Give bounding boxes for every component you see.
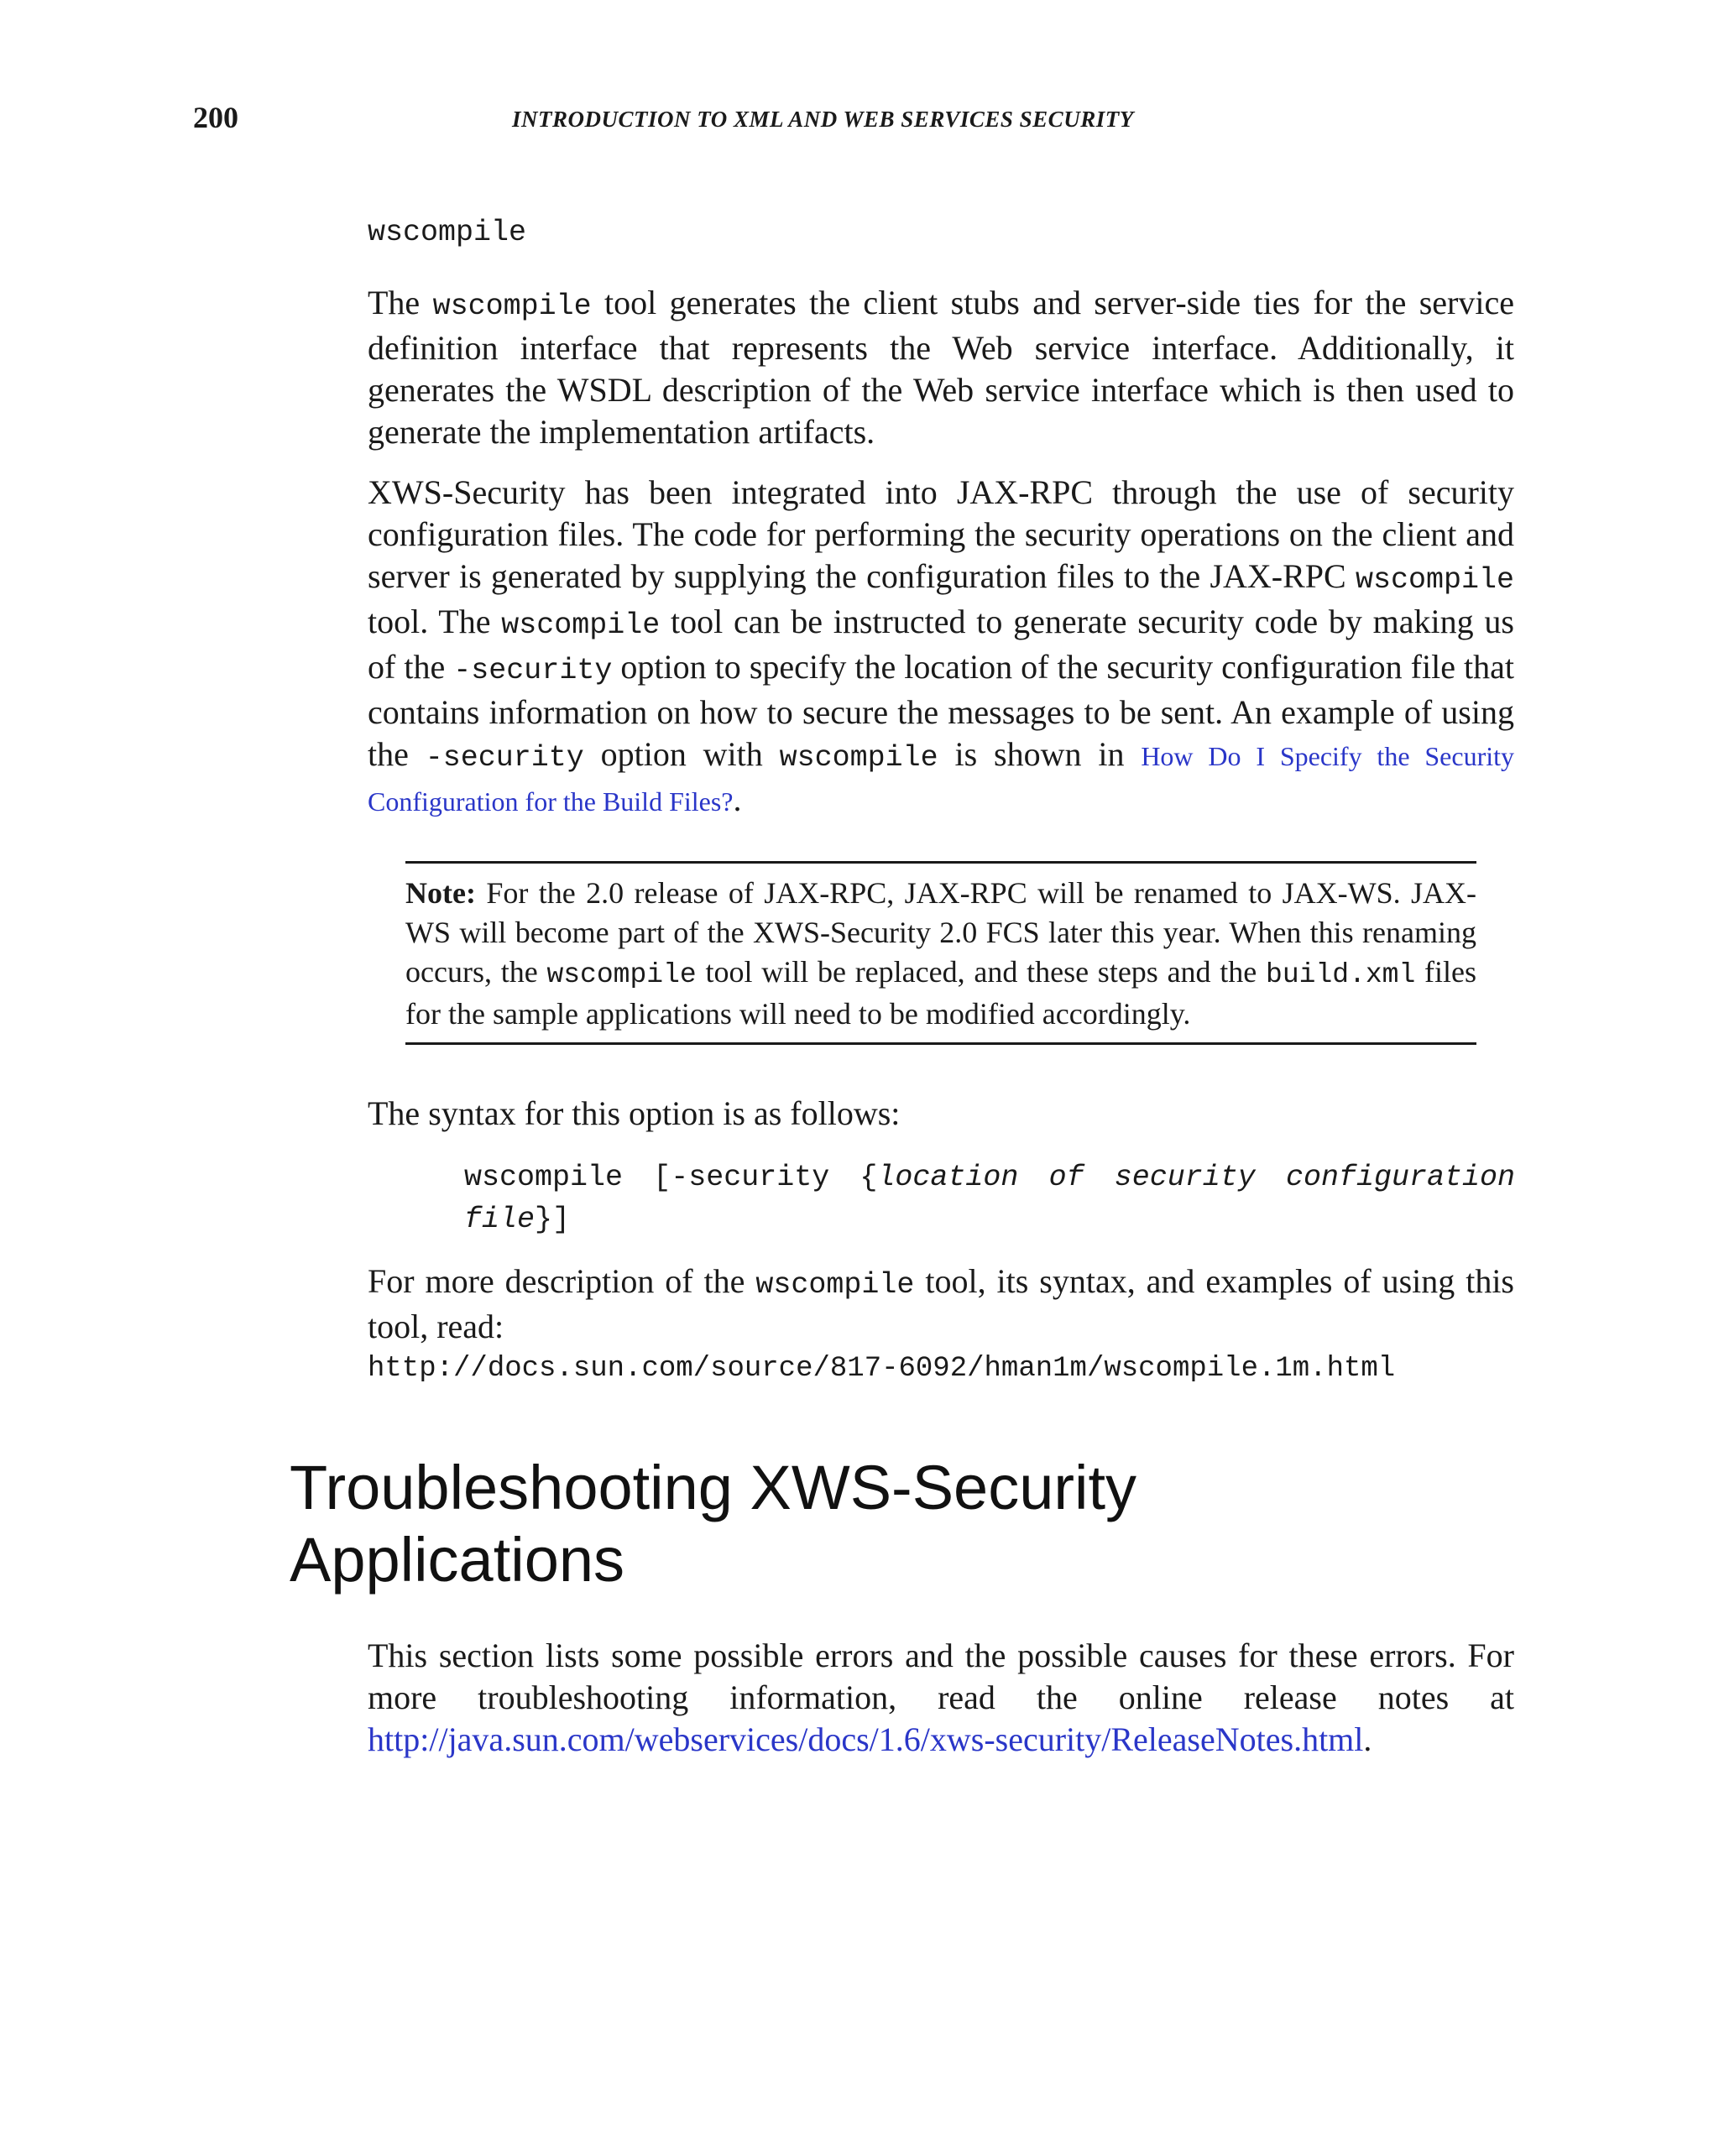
release-notes-link[interactable]: http://java.sun.com/webservices/docs/1.6/xws-security/ReleaseNotes.html — [368, 1720, 1364, 1758]
code-wscompile: wscompile — [432, 290, 592, 323]
text-run: tool. The — [368, 603, 502, 640]
text-run: For more description of the — [368, 1262, 756, 1300]
code-wscompile: wscompile — [755, 1268, 915, 1302]
running-title: INTRODUCTION TO XML AND WEB SERVICES SECURITY — [512, 107, 1134, 132]
heading-line: Applications — [290, 1525, 625, 1595]
text-run: is shown in — [938, 735, 1142, 773]
syntax-code-block — [464, 1156, 1515, 1240]
text-run: tool can be instructed to generate security code by making us of the — [368, 603, 1514, 686]
paragraph-xws-integration — [368, 472, 1514, 822]
code-placeholder: location of security configuration — [877, 1161, 1516, 1194]
code-build-xml: build.xml — [1266, 959, 1416, 990]
code-suffix: }] — [535, 1203, 571, 1236]
paragraph-more-description — [368, 1261, 1514, 1390]
text-run: For the 2.0 release of JAX-RPC, JAX-RPC will be renamed to JAX-WS. JAX-WS will become part of the XWS-Security 2.0 FCS later this year. When this renaming occurs, the — [405, 876, 1476, 989]
code-prefix: wscompile [-security { — [464, 1161, 878, 1194]
note-text — [405, 874, 1476, 1034]
code-wscompile: wscompile — [1355, 563, 1514, 597]
text-run: The — [368, 284, 433, 321]
text-run: option to specify the location of the security configuration file that contains information on how to secure the messages to be sent. An example of using the — [368, 648, 1515, 773]
section-label: wscompile — [368, 216, 527, 249]
page-number: 200 — [193, 101, 238, 134]
paragraph-syntax-intro: The syntax for this option is as follows: — [368, 1094, 901, 1132]
code-security-option: -security — [453, 654, 613, 687]
note-label: Note: — [405, 876, 476, 910]
code-placeholder: file — [464, 1203, 536, 1236]
text-run: XWS-Security has been integrated into JAX-RPC through the use of security configuration files. The code for performing the security operations on the client and server is generated by supplying the configuration files to the JAX-RPC — [368, 473, 1514, 595]
text-run: option with — [583, 735, 780, 773]
paragraph-troubleshooting-intro — [368, 1635, 1514, 1761]
section-heading — [290, 1452, 1465, 1596]
text-run: tool will be replaced, and these steps and the — [696, 955, 1267, 989]
code-wscompile: wscompile — [779, 741, 938, 775]
paragraph-wscompile-description — [368, 282, 1514, 453]
text-run: . — [1363, 1720, 1372, 1758]
text-run: files for the sample applications will need to be modified accordingly. — [405, 955, 1477, 1031]
wscompile-doc-url: http://docs.sun.com/source/817-6092/hman1m/wscompile.1m.html — [368, 1353, 1396, 1385]
code-wscompile: wscompile — [546, 959, 697, 990]
code-wscompile: wscompile — [501, 608, 661, 642]
text-run: This section lists some possible errors and the possible causes for these errors. For more troubleshooting information, read the online release notes at — [368, 1637, 1514, 1716]
security-config-link[interactable]: How Do I Specify the Security Configuration for the Build Files? — [368, 741, 1515, 817]
text-run: tool generates the client stubs and server-side ties for the service definition interface that represents the Web service interface. Additionally, it generates the WSDL description of the Web service interface which is then used to generate the implementation artifacts. — [368, 284, 1514, 451]
heading-line: Troubleshooting XWS-Security — [290, 1453, 1137, 1522]
text-run: . — [733, 780, 742, 818]
note-box — [405, 861, 1476, 1045]
code-security-option: -security — [425, 741, 584, 775]
text-run: tool, its syntax, and examples of using this tool, read: — [368, 1262, 1514, 1345]
